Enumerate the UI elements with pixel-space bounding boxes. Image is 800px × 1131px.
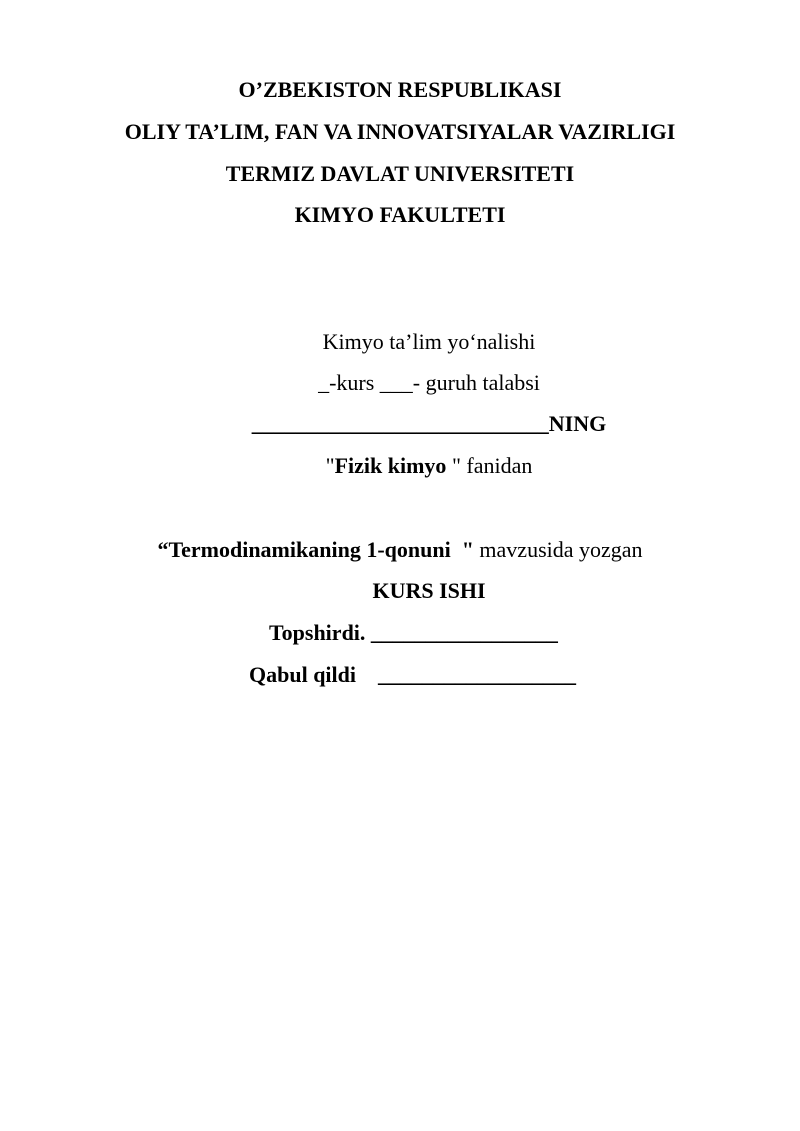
header-ministry: OLIY TA’LIM, FAN VA INNOVATSIYALAR VAZIRLIGI [124, 119, 676, 144]
subject-open-quote: " [325, 453, 335, 478]
study-direction: Kimyo ta’lim yo‘nalishi [322, 329, 536, 354]
header-republic: O’ZBEKISTON RESPUBLIKASI [238, 77, 562, 102]
work-type-title: KURS ISHI [372, 578, 486, 603]
submitted-row [269, 619, 558, 647]
subject-line [29, 452, 800, 480]
subject-suffix: " fanidan [446, 453, 533, 478]
course-group-line: _-kurs ___- guruh talabsi [318, 370, 540, 395]
subject-name: Fizik kimyo [334, 453, 447, 478]
student-name-suffix: NING [548, 411, 607, 436]
topic-title: “Termodinamikaning 1-qonuni " [157, 537, 474, 562]
topic-suffix: mavzusida yozgan [473, 537, 643, 562]
student-name-line [29, 410, 800, 438]
submitted-signature-blank: _________________ [370, 620, 558, 645]
student-name-blank: ___________________________ [251, 411, 549, 436]
accepted-signature-blank: __________________ [378, 662, 577, 687]
header-university: TERMIZ DAVLAT UNIVERSITETI [225, 161, 575, 186]
submitted-label: Topshirdi. [269, 620, 366, 645]
header-faculty: KIMYO FAKULTETI [294, 202, 506, 227]
topic-line [0, 536, 800, 564]
accepted-label: Qabul qildi [249, 662, 357, 687]
accepted-row [249, 661, 576, 689]
